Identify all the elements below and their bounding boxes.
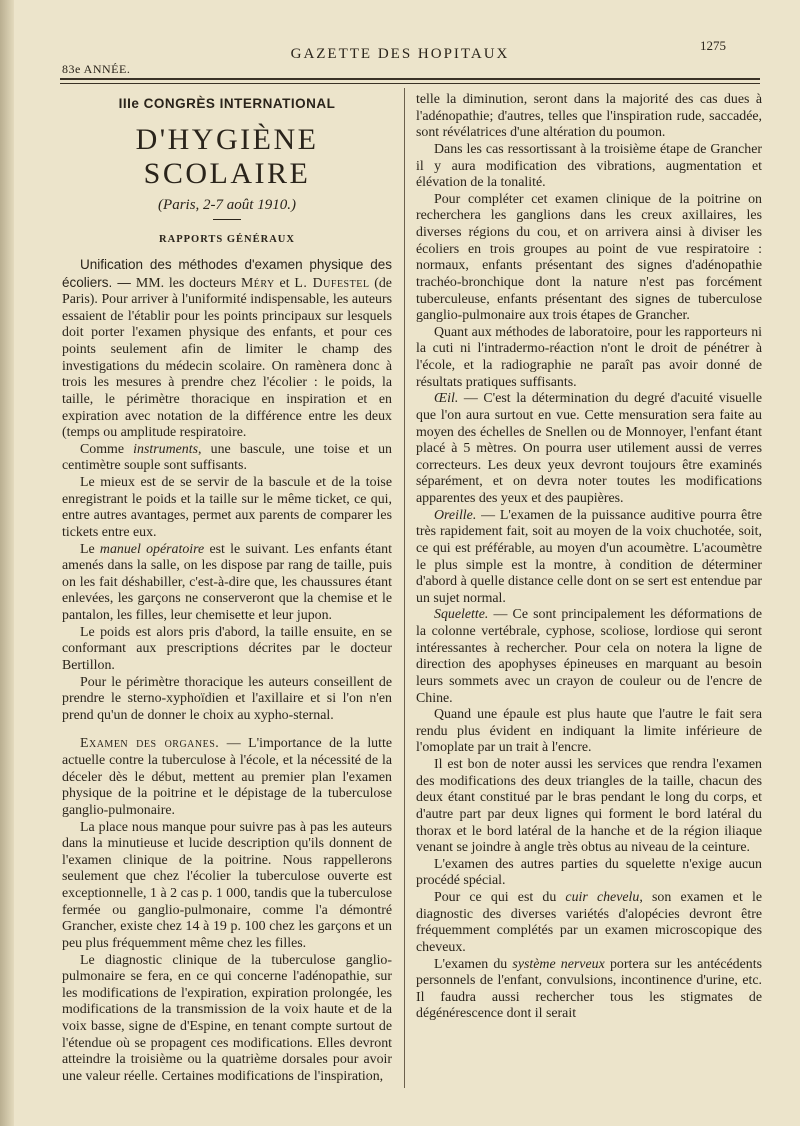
paragraph-continuation: telle la diminution, seront dans la majorité des cas dues à l'adénopathie; d'autres, telles que l'inspiration rude, saccadée, sont révélatrices d'une altération du poumon. bbox=[416, 92, 762, 141]
paragraph-manuel: Le manuel opératoire est le suivant. Les enfants étant amenés dans la salle, on les dispose par rang de taille, puis on les fait déshabiller, c'est-à-dire que, les chaussures étant enlevées, les garçons ne conserveront que la chemise et le pantalon, les filles, leur chemisette et leur jupon. bbox=[62, 541, 392, 623]
article-dateline: (Paris, 2-7 août 1910.) bbox=[158, 196, 296, 213]
paragraph-squelette: Squelette. — Ce sont principalement les déformations de la colonne vertébrale, cyphose, scoliose, lordiose qui seront intéressantes à rechercher. Pour cela on notera la ligne de direction des apophyses épineuses en marquant au besoin leurs sommets avec un crayon de couleur ou de l'encre de Chine. bbox=[416, 607, 762, 706]
paragraph-triangles: Il est bon de noter aussi les services que rendra l'examen des modifications des deux triangles de la taille, chacun des deux étant constitué par le bras pendant le long du corps, et d'autre part par deux lignes qui forment le bord latéral du thorax et le bord latéral de la hanche et de la région iliaque venant se joindre à angle très obtus au niveau de la ceinture. bbox=[416, 757, 762, 856]
article-title: D'HYGIÈNE SCOLAIRE bbox=[135, 122, 319, 190]
paragraph-place: La place nous manque pour suivre pas à pas les auteurs dans la minutieuse et lucide description qu'ils donnent de l'examen clinique de la poitrine. Nous rappellerons seulement que chez l'écolier la tuberculose ouverte est exceptionnelle, 1 à 2 cas p. 1 000, tandis que la tuberculose fermée ou ganglio-pulmonaire, comme l'a démontré Grancher, existe chez 14 à 19 p. 100 chez les garçons et un peu plus fréquemment même chez les filles. bbox=[62, 819, 392, 951]
paragraph-ganglions: Pour compléter cet examen clinique de la poitrine on recherchera les ganglions dans les creux axillaires, les diverses régions du cou, et on arrivera ainsi à diviser les écoliers en trois groupes au point de vue respiratoire : normaux, enfants présentant des signes d'adénopathie trachéo-bronchique dont la nature n'est pas forcément tuberculeuse, enfants présentant des signes de tuberculose ganglio-pulmonaire aux trois étapes de Grancher. bbox=[416, 191, 762, 324]
paragraph-grancher: Dans les cas ressortissant à la troisième étape de Grancher il y aura modification des vibrations, augmentation et élévation de la tonalité. bbox=[416, 141, 762, 191]
author-name: L. Dufestel bbox=[294, 275, 370, 291]
paragraph-oeil: Œil. — C'est la détermination du degré d'acuité visuelle que l'on aura surtout en vue. Cette mensuration sera faite au moyen des échelles de Snellen ou de Monnoyer, l'enfant étant placé à 5 mètres. On pourra user utilement aussi de verres correcteurs. Les deux yeux devront toujours être examinés séparément, et on devra noter toutes les modifications apparentes des yeux et des paupières. bbox=[416, 391, 762, 506]
paragraph-lead: Unification des méthodes d'examen physique des écoliers. — bbox=[62, 256, 392, 290]
paragraph-laboratoire: Quant aux méthodes de laboratoire, pour les rapporteurs ni la cuti ni l'intradermo-réaction n'ont le droit de pénétrer à l'école, et la radiographie ne paraît pas avoir donné de résultats pratiques suffisants. bbox=[416, 324, 762, 390]
left-column bbox=[62, 92, 392, 1086]
paragraph-unification: Unification des méthodes d'examen physique des écoliers. — MM. les docteurs Méry et L. Dufestel (de Paris). Pour arriver à l'uniformité indispensable, les auteurs essaient de l'établir pour les points principaux sur lesquels doit porter l'examen physique des enfants, et pour ces points seulement afin de limiter le champ des investigations du médecin scolaire. On ramènera donc à trois les mesures à prendre chez l'écolier : le poids, la taille, le périmètre thoracique en inspiration et en expiration avec notation de la différence entre les deux (temps ou amplitude respiratoire. bbox=[62, 256, 392, 441]
column-separator bbox=[404, 88, 405, 1088]
paragraph-poids: Le poids est alors pris d'abord, la taille ensuite, en se conformant aux prescriptions décrites par le docteur Bertillon. bbox=[62, 624, 392, 673]
right-column bbox=[416, 92, 762, 1023]
paragraph-bascule: Le mieux est de se servir de la bascule et de la toise enregistrant le poids et la taille sur le même ticket, ce qui, entre autres avantages, permet aux parents de comparer les tickets entre eux. bbox=[62, 475, 392, 540]
congress-heading: IIIe CONGRÈS INTERNATIONAL bbox=[118, 96, 336, 111]
author-name: Méry bbox=[240, 275, 275, 291]
paragraph-oreille: Oreille. — L'examen de la puissance auditive pourra être très rapidement fait, soit au moyen de la voix chuchotée, soit, ce qui est préférable, au moyen d'un acoumètre. L'acoumètre le plus simple est la montre, à condition de déterminer d'abord à quelle distance celle dont on se sert est entendue par un sujet normal. bbox=[416, 507, 762, 606]
paragraph-instruments: Comme instruments, une bascule, une toise et un centimètre souple sont suffisants. bbox=[62, 441, 392, 474]
paragraph-autres-parties: L'examen des autres parties du squelette n'exige aucun procédé spécial. bbox=[416, 856, 762, 889]
issue-year: 83e ANNÉE. bbox=[62, 62, 131, 76]
paragraph-diagnostic: Le diagnostic clinique de la tuberculose ganglio-pulmonaire se fera, en ce qui concerne l'adénopathie, sur les modifications de l'expiration, expiration prolongée, les modifications de la transmission de la voix haute et de la voix basse, signe de d'Espine, en tenant compte surtout de l'étendue où se propagent ces modifications. Elles devront atteindre la troisième ou la quatrième dorsales pour avoir une valeur réelle. Certaines modifications de l'inspiration, bbox=[62, 952, 392, 1084]
paragraph-epaule: Quand une épaule est plus haute que l'autre le fait sera rendu plus évident en indiquant la limite inférieure de l'omoplate par un trait à l'encre. bbox=[416, 707, 762, 756]
paragraph-cuir-chevelu: Pour ce qui est du cuir chevelu, son examen et le diagnostic des diverses variétés d'alopécies devront être fréquemment complétés par un examen microscopique des cheveux. bbox=[416, 890, 763, 955]
title-divider bbox=[213, 219, 241, 220]
header-rule-thin bbox=[60, 83, 760, 84]
paragraph-perimetre: Pour le périmètre thoracique les auteurs conseillent de prendre le sterno-xyphoïdien et l'axillaire et si l'on n'en prend qu'un de donner le choix au xypho-sternal. bbox=[62, 674, 392, 723]
paragraph-systeme-nerveux: L'examen du système nerveux portera sur les antécédents personnels de l'enfant, convulsions, incontinence d'urine, etc. Il faudra aussi rechercher tous les stigmates de dégénérescence dont il serait bbox=[416, 956, 762, 1022]
header-rule bbox=[60, 78, 760, 80]
paragraph-examen-organes: Examen des organes. — L'importance de la lutte actuelle contre la tuberculose à l'école, et la nécessité de la déceler dès le début, mettent au premier plan l'examen physique de la poitrine et le dépistage de la tuberculose ganglio-pulmonaire. bbox=[62, 736, 393, 818]
page-binding-edge bbox=[0, 0, 14, 1126]
section-heading: RAPPORTS GÉNÉRAUX bbox=[159, 234, 295, 246]
page-number: 1275 bbox=[700, 38, 726, 53]
journal-title: GAZETTE DES HOPITAUX bbox=[290, 46, 510, 62]
